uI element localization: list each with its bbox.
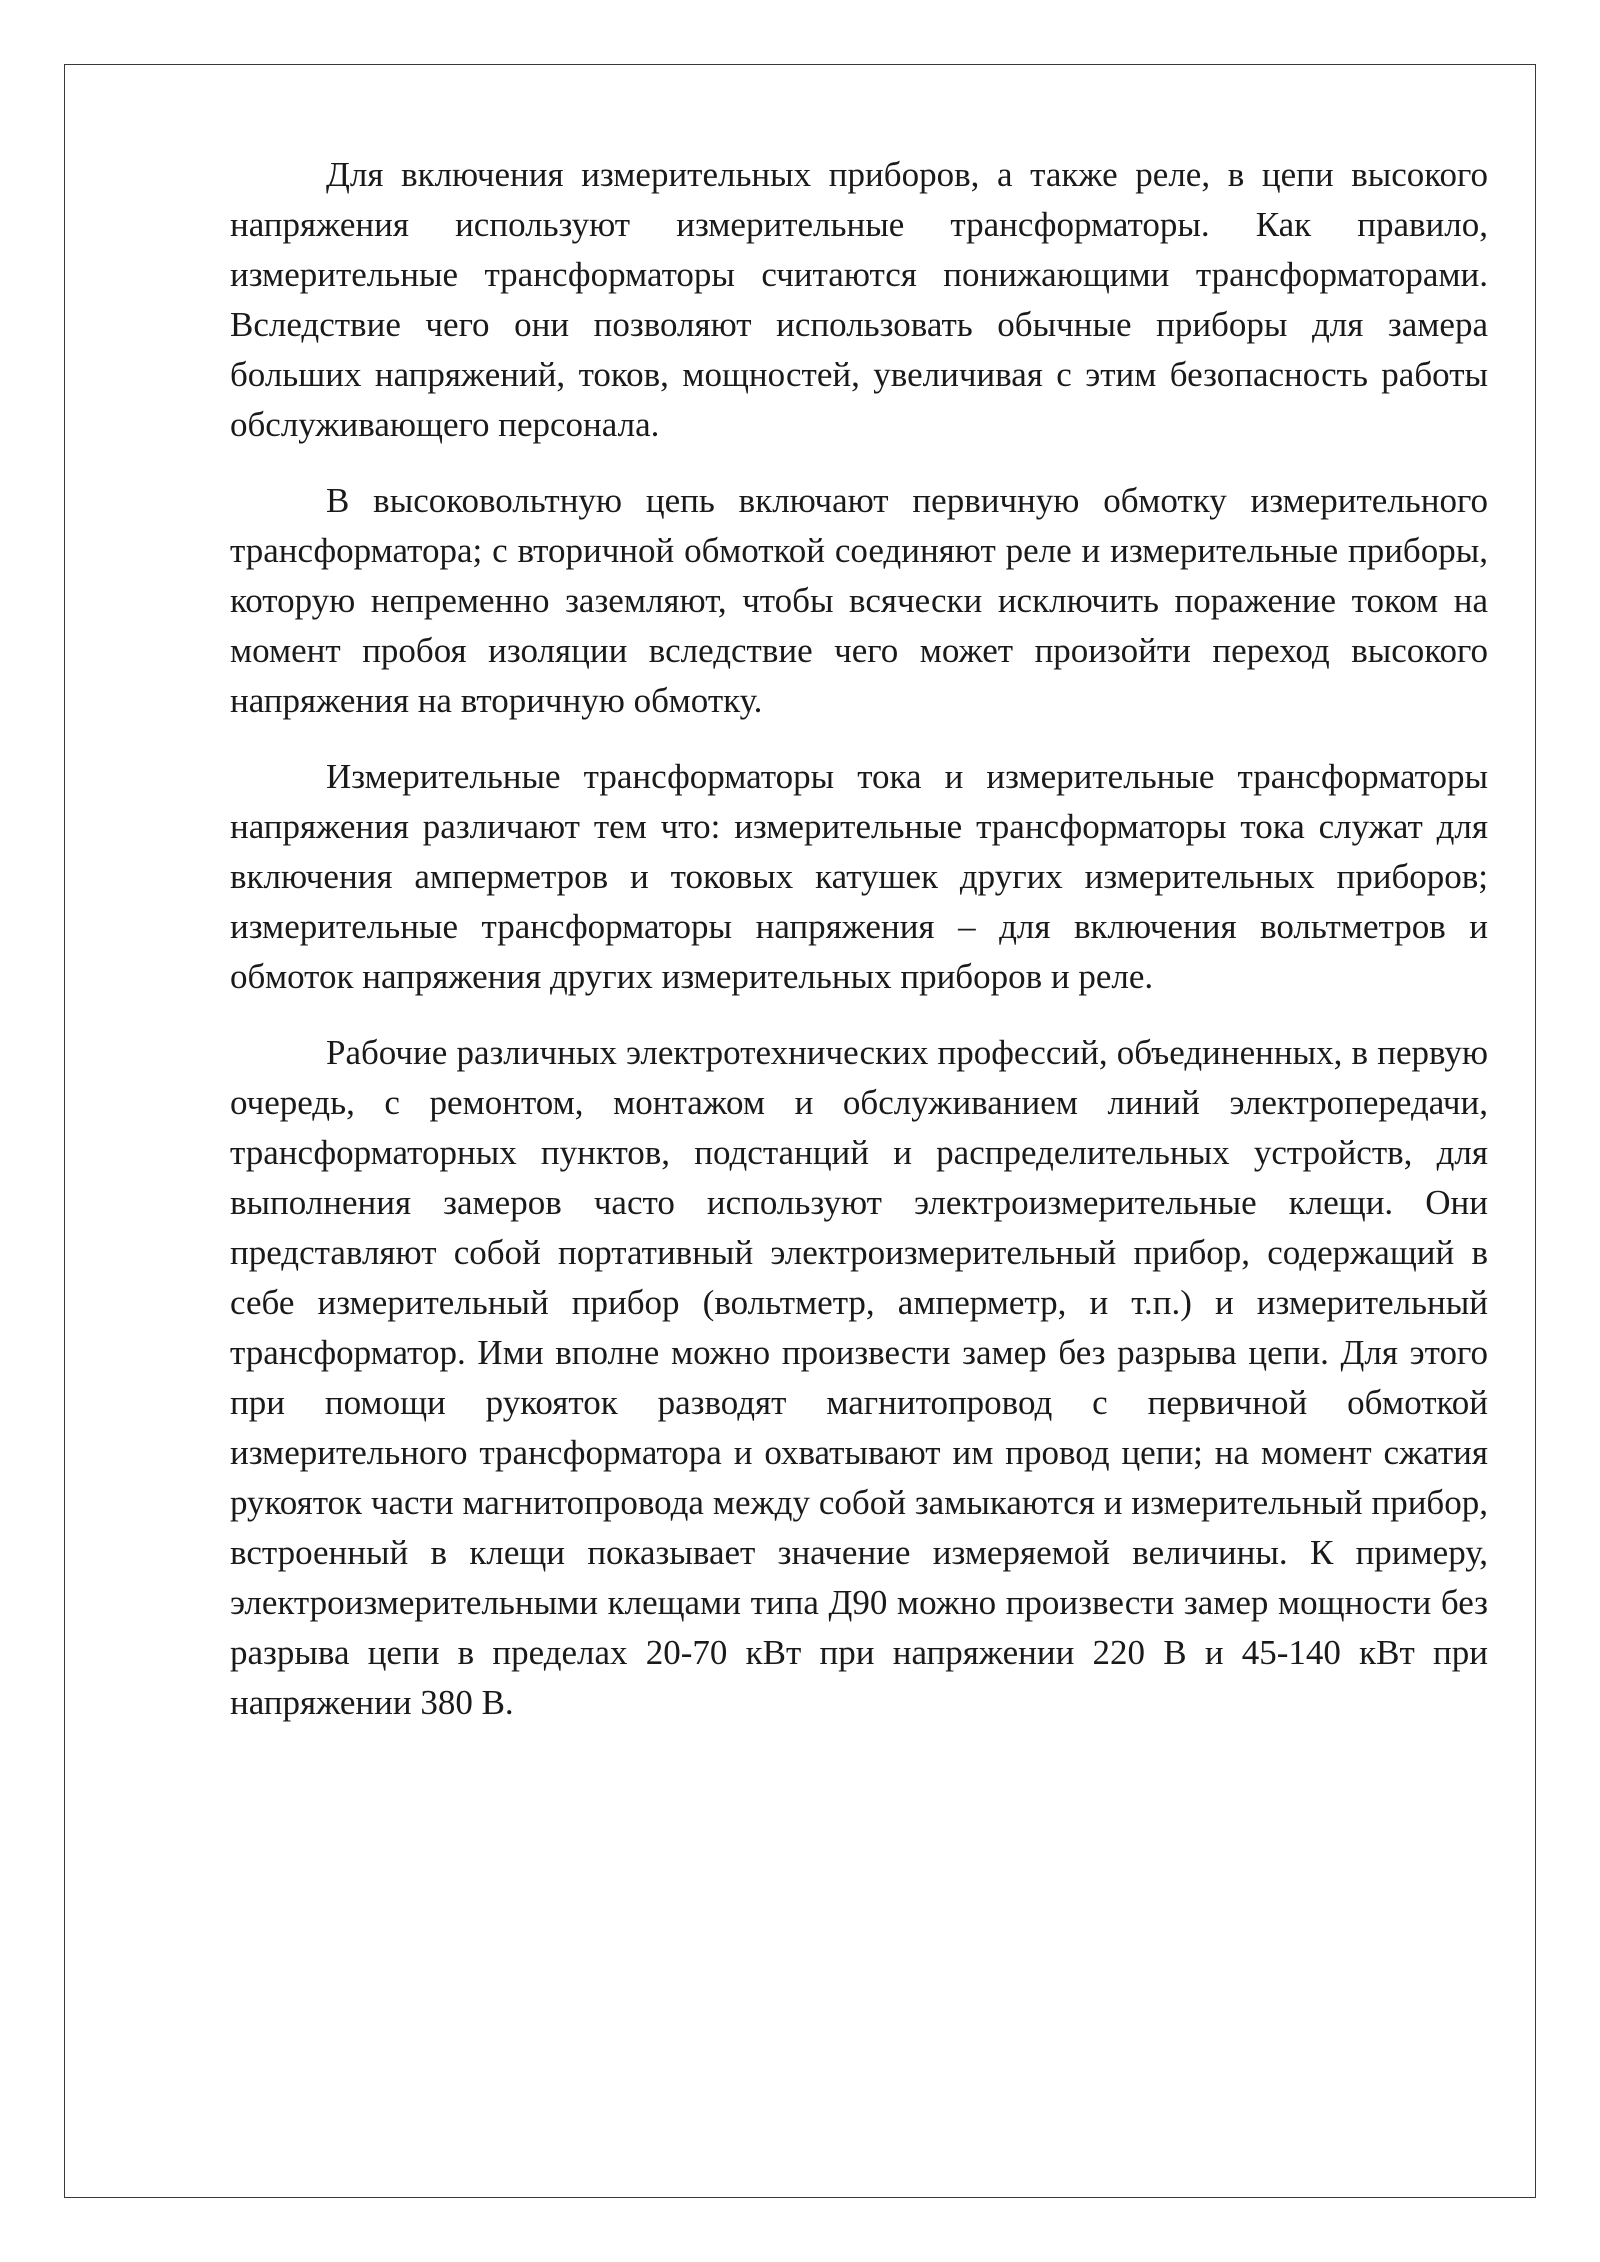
document-body bbox=[230, 150, 1488, 1754]
paragraph-clamp-meters: Рабочие различных электротехнических профессий, объединенных, в первую очередь, с ремонтом, монтажом и обслуживанием линий электропередачи, трансформаторных пунктов, подстанций и распределительных устройств, для выполнения замеров часто используют электроизмерительные клещи. Они представляют собой портативный электроизмерительный прибор, содержащий в себе измерительный прибор (вольтметр, амперметр, и т.п.) и измерительный трансформатор. Ими вполне можно произвести замер без разрыва цепи. Для этого при помощи рукояток разводят магнитопровод с первичной обмоткой измерительного трансформатора и охватывают им провод цепи; на момент сжатия рукояток части магнитопровода между собой замыкаются и измерительный прибор, встроенный в клещи показывает значение измеряемой величины. К примеру, электроизмерительными клещами типа Д90 можно произвести замер мощности без разрыва цепи в пределах 20-70 кВт при напряжении 220 В и 45-140 кВт при напряжении 380 В. bbox=[230, 1033, 1488, 1722]
paragraph-high-voltage-circuit: В высоковольтную цепь включают первичную обмотку измерительного трансформатора; с вторичной обмоткой соединяют реле и измерительные приборы, которую непременно заземляют, чтобы всячески исключить поражение током на момент пробоя изоляции вследствие чего может произойти переход высокого напряжения на вторичную обмотку. bbox=[230, 481, 1488, 720]
paragraph-measuring-instruments: Для включения измерительных приборов, а также реле, в цепи высокого напряжения используют измерительные трансформаторы. Как правило, измерительные трансформаторы считаются понижающими трансформаторами. Вследствие чего они позволяют использовать обычные приборы для замера больших напряжений, токов, мощностей, увеличивая с этим безопасность работы обслуживающего персонала. bbox=[230, 155, 1488, 444]
paragraph-current-voltage-transformers: Измерительные трансформаторы тока и измерительные трансформаторы напряжения различают тем что: измерительные трансформаторы тока служат для включения амперметров и токовых катушек других измерительных приборов; измерительные трансформаторы напряжения – для включения вольтметров и обмоток напряжения других измерительных приборов и реле. bbox=[230, 757, 1488, 996]
